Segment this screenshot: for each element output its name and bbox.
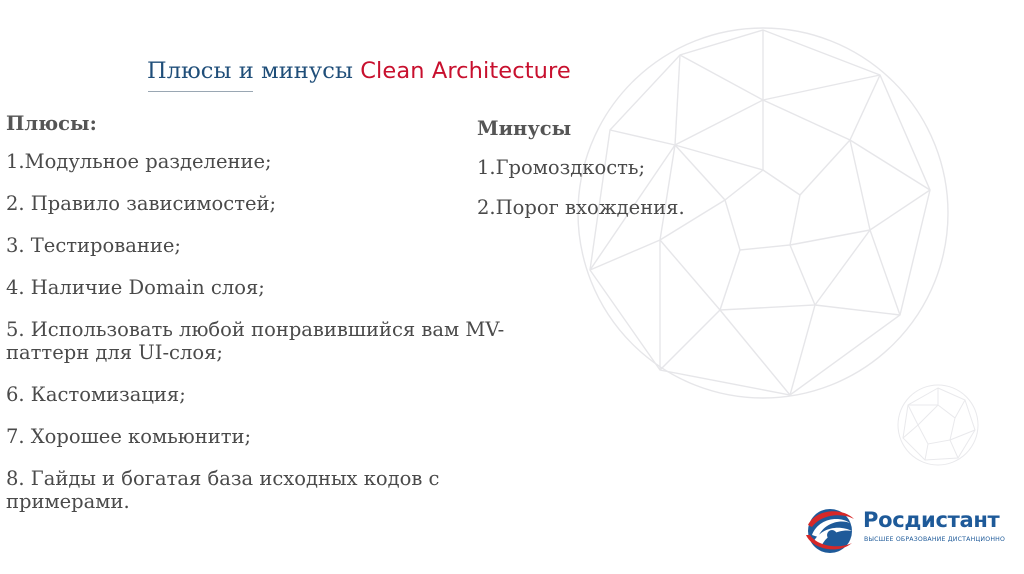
cons-column: [477, 117, 777, 236]
pros-heading: Плюсы:: [6, 112, 97, 135]
logo-name: Росдистант: [863, 508, 1000, 532]
title-ru: Плюсы и минусы: [147, 58, 361, 84]
logo-subtitle: ВЫСШЕЕ ОБРАЗОВАНИЕ ДИСТАНЦИОННО: [864, 536, 1006, 543]
pros-item: 5. Использовать любой понравившийся вам MV-паттерн для UI-слоя;: [6, 318, 505, 364]
cons-heading: Минусы: [477, 117, 572, 140]
pros-item: 7. Хорошее комьюнити;: [6, 425, 252, 448]
pros-column: [6, 112, 511, 532]
rosdistant-logo: [804, 505, 1004, 557]
pros-item: 6. Кастомизация;: [6, 383, 186, 406]
pros-item: 2. Правило зависимостей;: [6, 192, 277, 215]
title-underline: [148, 91, 253, 92]
title-en: Clean Architecture: [360, 58, 571, 84]
pros-item: 1.Модульное разделение;: [6, 150, 272, 173]
pros-item: 8. Гайды и богатая база исходных кодов с примерами.: [6, 467, 440, 513]
pros-item: 3. Тестирование;: [6, 234, 181, 257]
pros-item: 4. Наличие Domain слоя;: [6, 276, 265, 299]
rosdistant-logo-icon: [804, 505, 858, 557]
slide-title: [147, 58, 571, 84]
cons-item: 1.Громоздкость;: [477, 156, 646, 179]
cons-item: 2.Порог вхождения.: [477, 196, 685, 219]
